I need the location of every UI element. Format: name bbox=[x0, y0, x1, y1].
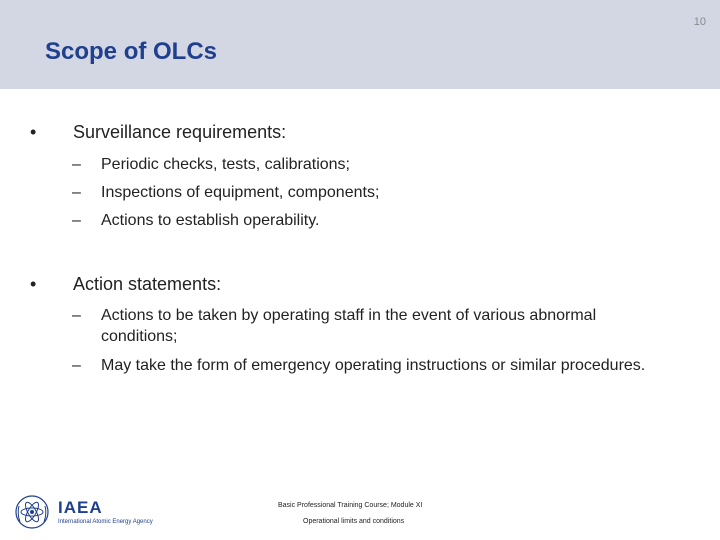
iaea-logo-text: IAEA bbox=[58, 498, 103, 517]
dash-marker: – bbox=[72, 357, 81, 374]
bullet-text: Surveillance requirements: bbox=[73, 122, 287, 142]
dash-marker: – bbox=[72, 212, 81, 229]
bullet-marker: • bbox=[30, 274, 37, 294]
slide-title: Scope of OLCs bbox=[45, 38, 218, 65]
subitem-text: May take the form of emergency operating instructions or similar procedures. bbox=[101, 357, 646, 374]
subitem-text: Inspections of equipment, components; bbox=[101, 184, 380, 201]
iaea-logo bbox=[14, 494, 174, 530]
footer-topic: Operational limits and conditions bbox=[303, 518, 405, 525]
subitem-text: Actions to establish operability. bbox=[101, 212, 320, 229]
subitem-text: Actions to be taken by operating staff in the event of various abnormal conditions; bbox=[101, 307, 597, 345]
bullet-text: Action statements: bbox=[73, 274, 222, 294]
footer-course: Basic Professional Training Course; Module XI bbox=[278, 502, 423, 509]
iaea-logo-subtitle: International Atomic Energy Agency bbox=[58, 519, 153, 525]
bullet-marker: • bbox=[30, 122, 37, 142]
iaea-atom-emblem-icon bbox=[14, 494, 50, 530]
dash-marker: – bbox=[72, 184, 81, 201]
dash-marker: – bbox=[72, 156, 81, 173]
subitem-text: Periodic checks, tests, calibrations; bbox=[101, 156, 350, 173]
dash-marker: – bbox=[72, 307, 81, 324]
slide-number: 10 bbox=[693, 16, 706, 28]
